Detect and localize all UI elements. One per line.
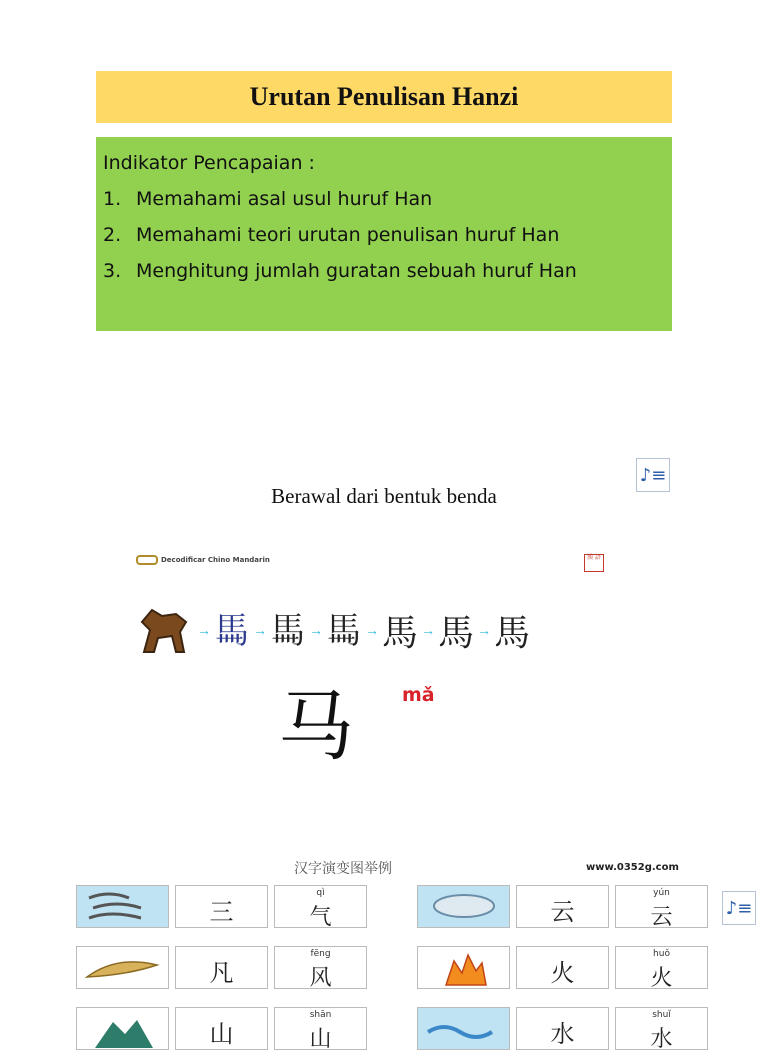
evolution-sequence xyxy=(136,602,530,658)
ancient-form-cell xyxy=(175,885,268,928)
ancient-glyph: 凡 xyxy=(209,959,234,987)
pinyin-text: shuǐ xyxy=(652,1010,671,1020)
image-cell xyxy=(76,1007,169,1050)
ancient-form-cell xyxy=(516,1007,609,1050)
modern-glyph: 水 xyxy=(650,1027,673,1050)
ancient-glyph: 山 xyxy=(209,1020,234,1048)
section-subtitle: Berawal dari bentuk benda xyxy=(271,484,497,508)
indikator-item xyxy=(103,181,666,217)
indikator-text: Memahami teori urutan penulisan huruf Han xyxy=(136,224,560,246)
fire-picture-icon xyxy=(418,947,510,989)
arrow-icon: → xyxy=(477,622,492,638)
ancient-glyph: 云 xyxy=(550,898,575,926)
seal-script-glyph: 𩡧 xyxy=(270,611,307,652)
arrow-icon: → xyxy=(421,622,436,638)
modern-form-cell xyxy=(615,946,708,989)
indikator-item xyxy=(103,253,666,289)
audio-icon: ♪≡ xyxy=(639,464,667,486)
small-seal-glyph: 𩡧 xyxy=(326,611,363,652)
arrow-icon: → xyxy=(197,622,211,638)
seal-icon: 漢 語 xyxy=(584,554,604,572)
pinyin-text: huǒ xyxy=(653,949,670,959)
modern-form-cell xyxy=(274,1007,367,1050)
arrow-icon: → xyxy=(365,622,380,638)
indikator-number: 2. xyxy=(103,224,122,246)
pinyin-text: shān xyxy=(309,1010,332,1020)
ancient-form-cell xyxy=(516,946,609,989)
horse-evolution-image xyxy=(130,550,610,771)
arrow-icon: → xyxy=(253,622,268,638)
image-cell xyxy=(417,885,510,928)
image-cell xyxy=(417,1007,510,1050)
horse-drawing-icon xyxy=(136,602,194,658)
indikator-text: Memahami asal usul huruf Han xyxy=(136,188,433,210)
modern-form-cell xyxy=(615,885,708,928)
modern-glyph: 气 xyxy=(309,905,332,928)
character-evolution-chart xyxy=(76,858,726,1050)
clerical-script-glyph: 馬 xyxy=(382,612,419,654)
image-cell xyxy=(417,946,510,989)
evolution-brand xyxy=(136,555,270,565)
page-title: Urutan Penulisan Hanzi xyxy=(249,82,519,111)
simplified-character: 马 xyxy=(278,682,354,771)
ancient-glyph: 火 xyxy=(550,959,575,987)
arrow-icon: → xyxy=(309,622,324,638)
key-icon xyxy=(136,555,158,565)
water-picture-icon xyxy=(418,1008,510,1050)
bronze-script-glyph: 𩡧 xyxy=(214,611,251,652)
ancient-form-cell xyxy=(175,946,268,989)
title-banner xyxy=(96,71,672,123)
pinyin-label: mǎ xyxy=(402,684,435,706)
image-cell xyxy=(76,885,169,928)
modern-form-cell xyxy=(615,1007,708,1050)
indikator-box xyxy=(96,137,672,331)
indikator-number: 3. xyxy=(103,260,122,282)
modern-glyph: 山 xyxy=(309,1027,332,1050)
modern-glyph: 风 xyxy=(309,966,332,989)
mountain-picture-icon xyxy=(77,1008,169,1050)
ancient-glyph: 水 xyxy=(550,1020,575,1048)
pinyin-text: fēng xyxy=(310,949,331,959)
ancient-form-cell xyxy=(516,885,609,928)
ancient-form-cell xyxy=(175,1007,268,1050)
modern-form-cell xyxy=(274,885,367,928)
cloud-picture-icon xyxy=(418,886,510,928)
indikator-number: 1. xyxy=(103,188,122,210)
indikator-text: Menghitung jumlah guratan sebuah huruf Han xyxy=(136,260,577,282)
indikator-item xyxy=(103,217,666,253)
audio-icon: ♪≡ xyxy=(725,897,753,919)
indikator-heading: Indikator Pencapaian : xyxy=(103,152,315,174)
feather-picture-icon xyxy=(77,947,169,989)
modern-glyph: 云 xyxy=(650,905,673,928)
modern-glyph: 火 xyxy=(650,966,673,989)
regular-script-glyph: 馬 xyxy=(438,612,475,654)
evolution-brand-text: Decodificar Chino Mandarin xyxy=(161,556,270,564)
wind-picture-icon xyxy=(77,886,169,928)
modern-form-cell xyxy=(274,946,367,989)
image-cell xyxy=(76,946,169,989)
ancient-glyph: 三 xyxy=(209,898,234,926)
chart-site: www.0352g.com xyxy=(586,862,679,873)
audio-button[interactable] xyxy=(722,891,756,925)
pinyin-text: qì xyxy=(316,888,325,898)
chart-heading: 汉字演变图举例 xyxy=(294,861,392,877)
pinyin-text: yún xyxy=(653,888,670,898)
traditional-glyph: 馬 xyxy=(494,612,531,654)
